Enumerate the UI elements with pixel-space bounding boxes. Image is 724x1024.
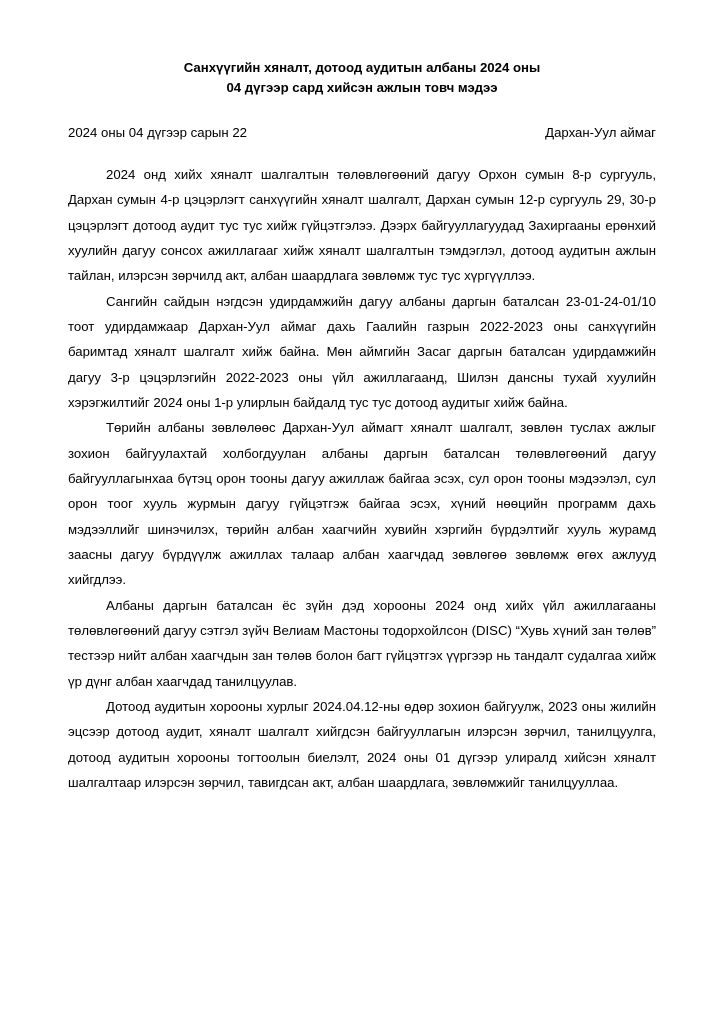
paragraph: Сангийн сайдын нэгдсэн удирдамжийн дагуу албаны даргын баталсан 23-01-24-01/10 тоот удирдамжаар Дархан-Уул аймаг дахь Гаалийн газрын 2022-2023 оны санхүүгийн баримтад хяналт шалгалт хийж байна. Мөн аймгийн Засаг даргын баталсан удирдамжийн дагуу 3-р цэцэрлэгийн 2022-2023 оны үйл ажиллагаанд, Шилэн дансны тухай хуулийн хэрэгжилтийг 2024 оны 1-р улирлын байдалд тус тус дотоод аудитыг хийж байна. [68, 293, 656, 410]
paragraph: Албаны даргын баталсан ёс зүйн дэд хорооны 2024 онд хийх үйл ажиллагааны төлөвлөгөөний дагуу сэтгэл зүйч Велиам Мастоны тодорхойлсон (DISC) “Хувь хүний зан төлөв” тестээр нийт албан хаагчдын зан төлөв болон багт гүйцэтгэх үүргээр нь тандалт судалгаа хийж үр дүнг албан хаагчдад танилцуулав. [68, 597, 656, 689]
document-title [68, 58, 656, 99]
document-location: Дархан-Уул аймаг [545, 124, 656, 140]
paragraph: 2024 онд хийх хяналт шалгалтын төлөвлөгөөний дагуу Орхон сумын 8-р сургууль, Дархан сумын 4-р цэцэрлэгт санхүүгийн хяналт шалгалт, Дархан сумын 12-р сургууль 29, 30-р цэцэрлэгт дотоод аудит тус тус хийж гүйцэтгэлээ. Дээрх байгууллагуудад Захиргааны ерөнхий хуулийн дагуу сонсох ажиллагааг хийж хяналт шалгалтын тэмдэглэл, дотоод аудитын ажлын тайлан, илэрсэн зөрчилд акт, албан шаардлага зөвлөмж тус тус хүргүүллээ. [68, 166, 656, 284]
document-meta-row [68, 125, 656, 140]
paragraph: Дотоод аудитын хорооны хурлыг 2024.04.12-ны өдөр зохион байгуулж, 2023 оны жилийн эцсээр дотоод аудит, хяналт шалгалт хийгдсэн байгууллагын илэрсэн зөрчил, танилцуулга, дотоод аудитын хорооны тогтоолын биелэлт, 2024 оны 01 дүгээр улиралд хийсэн хяналт шалгалтаар илэрсэн зөрчил, тавигдсан акт, албан шаардлага, зөвлөмжийг танилцууллаа. [68, 699, 656, 791]
document-body [68, 162, 656, 796]
document-date: 2024 оны 04 дүгээр сарын 22 [68, 124, 248, 140]
document-title-line-1: Санхүүгийн хяналт, дотоод аудитын албаны 2024 оны [183, 60, 541, 75]
document-title-line-2: 04 дүгээр сард хийсэн ажлын товч мэдээ [226, 80, 498, 96]
paragraph: Төрийн албаны зөвлөлөөс Дархан-Уул аймагт хяналт шалгалт, зөвлөн туслах ажлыг зохион байгуулахтай холбогдуулан албаны даргын баталсан төлөвлөгөөний дагуу байгууллагынхаа бүтэц орон тооны дагуу ажиллаж байгаа эсэх, сул орон тооны мэдээлэл, сул орон тоог хууль журмын дагуу гүйцэтгэж байгаа эсэх, хүний нөөцийн программ дахь мэдээллийг шинэчилэх, төрийн албан хаагчийн хувийн хэргийн бүрдэлтийг хууль журамд заасны дагуу бүрдүүлж ажиллах талаар албан хаагчдад зөвлөгөө зөвлөмж өгөх ажлууд хийгдлээ. [68, 420, 656, 588]
page-bottom-margin [68, 796, 656, 916]
